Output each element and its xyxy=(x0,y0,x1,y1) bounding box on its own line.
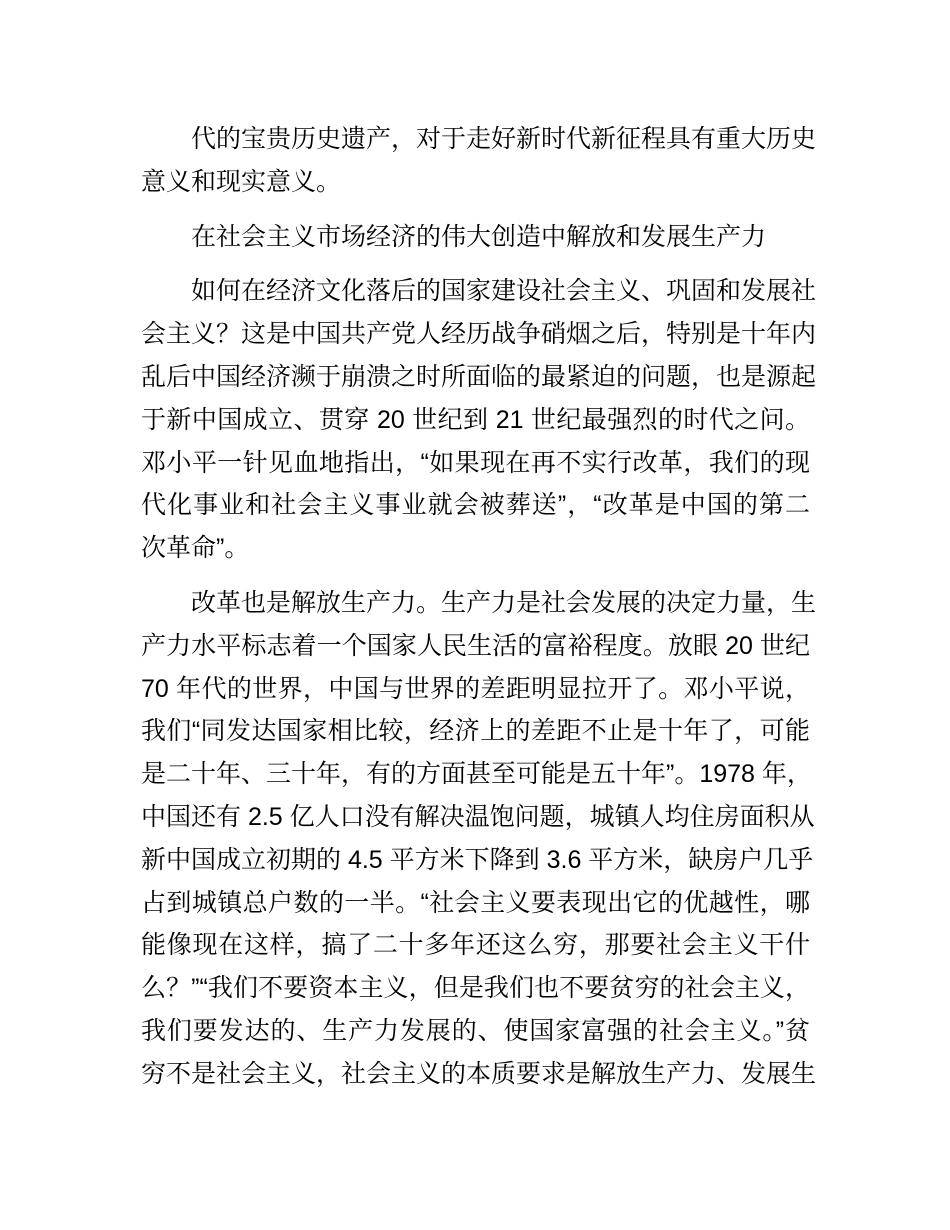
document-line: 于新中国成立、贯穿 20 世纪到 21 世纪最强烈的时代之问。 xyxy=(141,405,810,434)
document-line: 邓小平一针见血地指出，“如果现在再不实行改革，我们的现 xyxy=(141,448,810,477)
document-line: 乱后中国经济濒于崩溃之时所面临的最紧迫的问题，也是源起 xyxy=(141,362,817,391)
document-line: 么？”“我们不要资本主义，但是我们也不要贫穷的社会主义， xyxy=(141,974,810,1003)
document-line: 意义和现实意义。 xyxy=(141,167,342,196)
document-line: 穷不是社会主义，社会主义的本质要求是解放生产力、发展生 xyxy=(141,1059,817,1088)
document-line: 次革命”。 xyxy=(141,534,250,563)
document-line: 占到城镇总户数的一半。“社会主义要表现出它的优越性，哪 xyxy=(141,888,810,917)
document-text-block xyxy=(141,118,817,1096)
document-line: 产力水平标志着一个国家人民生活的富裕程度。放眼 20 世纪 xyxy=(141,631,810,660)
document-line: 如何在经济文化落后的国家建设社会主义、巩固和发展社 xyxy=(191,277,817,306)
document-line: 70 年代的世界，中国与世界的差距明显拉开了。邓小平说， xyxy=(141,674,810,703)
document-line: 中国还有 2.5 亿人口没有解决温饱问题，城镇人均住房面积从 xyxy=(141,802,815,831)
document-line: 代化事业和社会主义事业就会被葬送”，“改革是中国的第二 xyxy=(141,491,810,520)
document-line: 我们要发达的、生产力发展的、使国家富强的社会主义。”贫 xyxy=(141,1016,810,1045)
document-line: 改革也是解放生产力。生产力是社会发展的决定力量，生 xyxy=(191,588,817,617)
section-heading-line: 在社会主义市场经济的伟大创造中解放和发展生产力 xyxy=(191,222,767,251)
document-line: 会主义？这是中国共产党人经历战争硝烟之后，特别是十年内 xyxy=(141,320,817,349)
document-line: 代的宝贵历史遗产，对于走好新时代新征程具有重大历史 xyxy=(191,125,817,153)
document-line: 是二十年、三十年，有的方面甚至可能是五十年”。1978 年， xyxy=(141,760,812,789)
document-line: 我们“同发达国家相比较，经济上的差距不止是十年了，可能 xyxy=(141,717,810,746)
document-line: 能像现在这样，搞了二十多年还这么穷，那要社会主义干什 xyxy=(141,931,810,960)
document-line: 新中国成立初期的 4.5 平方米下降到 3.6 平方米，缺房户几乎 xyxy=(141,845,814,874)
